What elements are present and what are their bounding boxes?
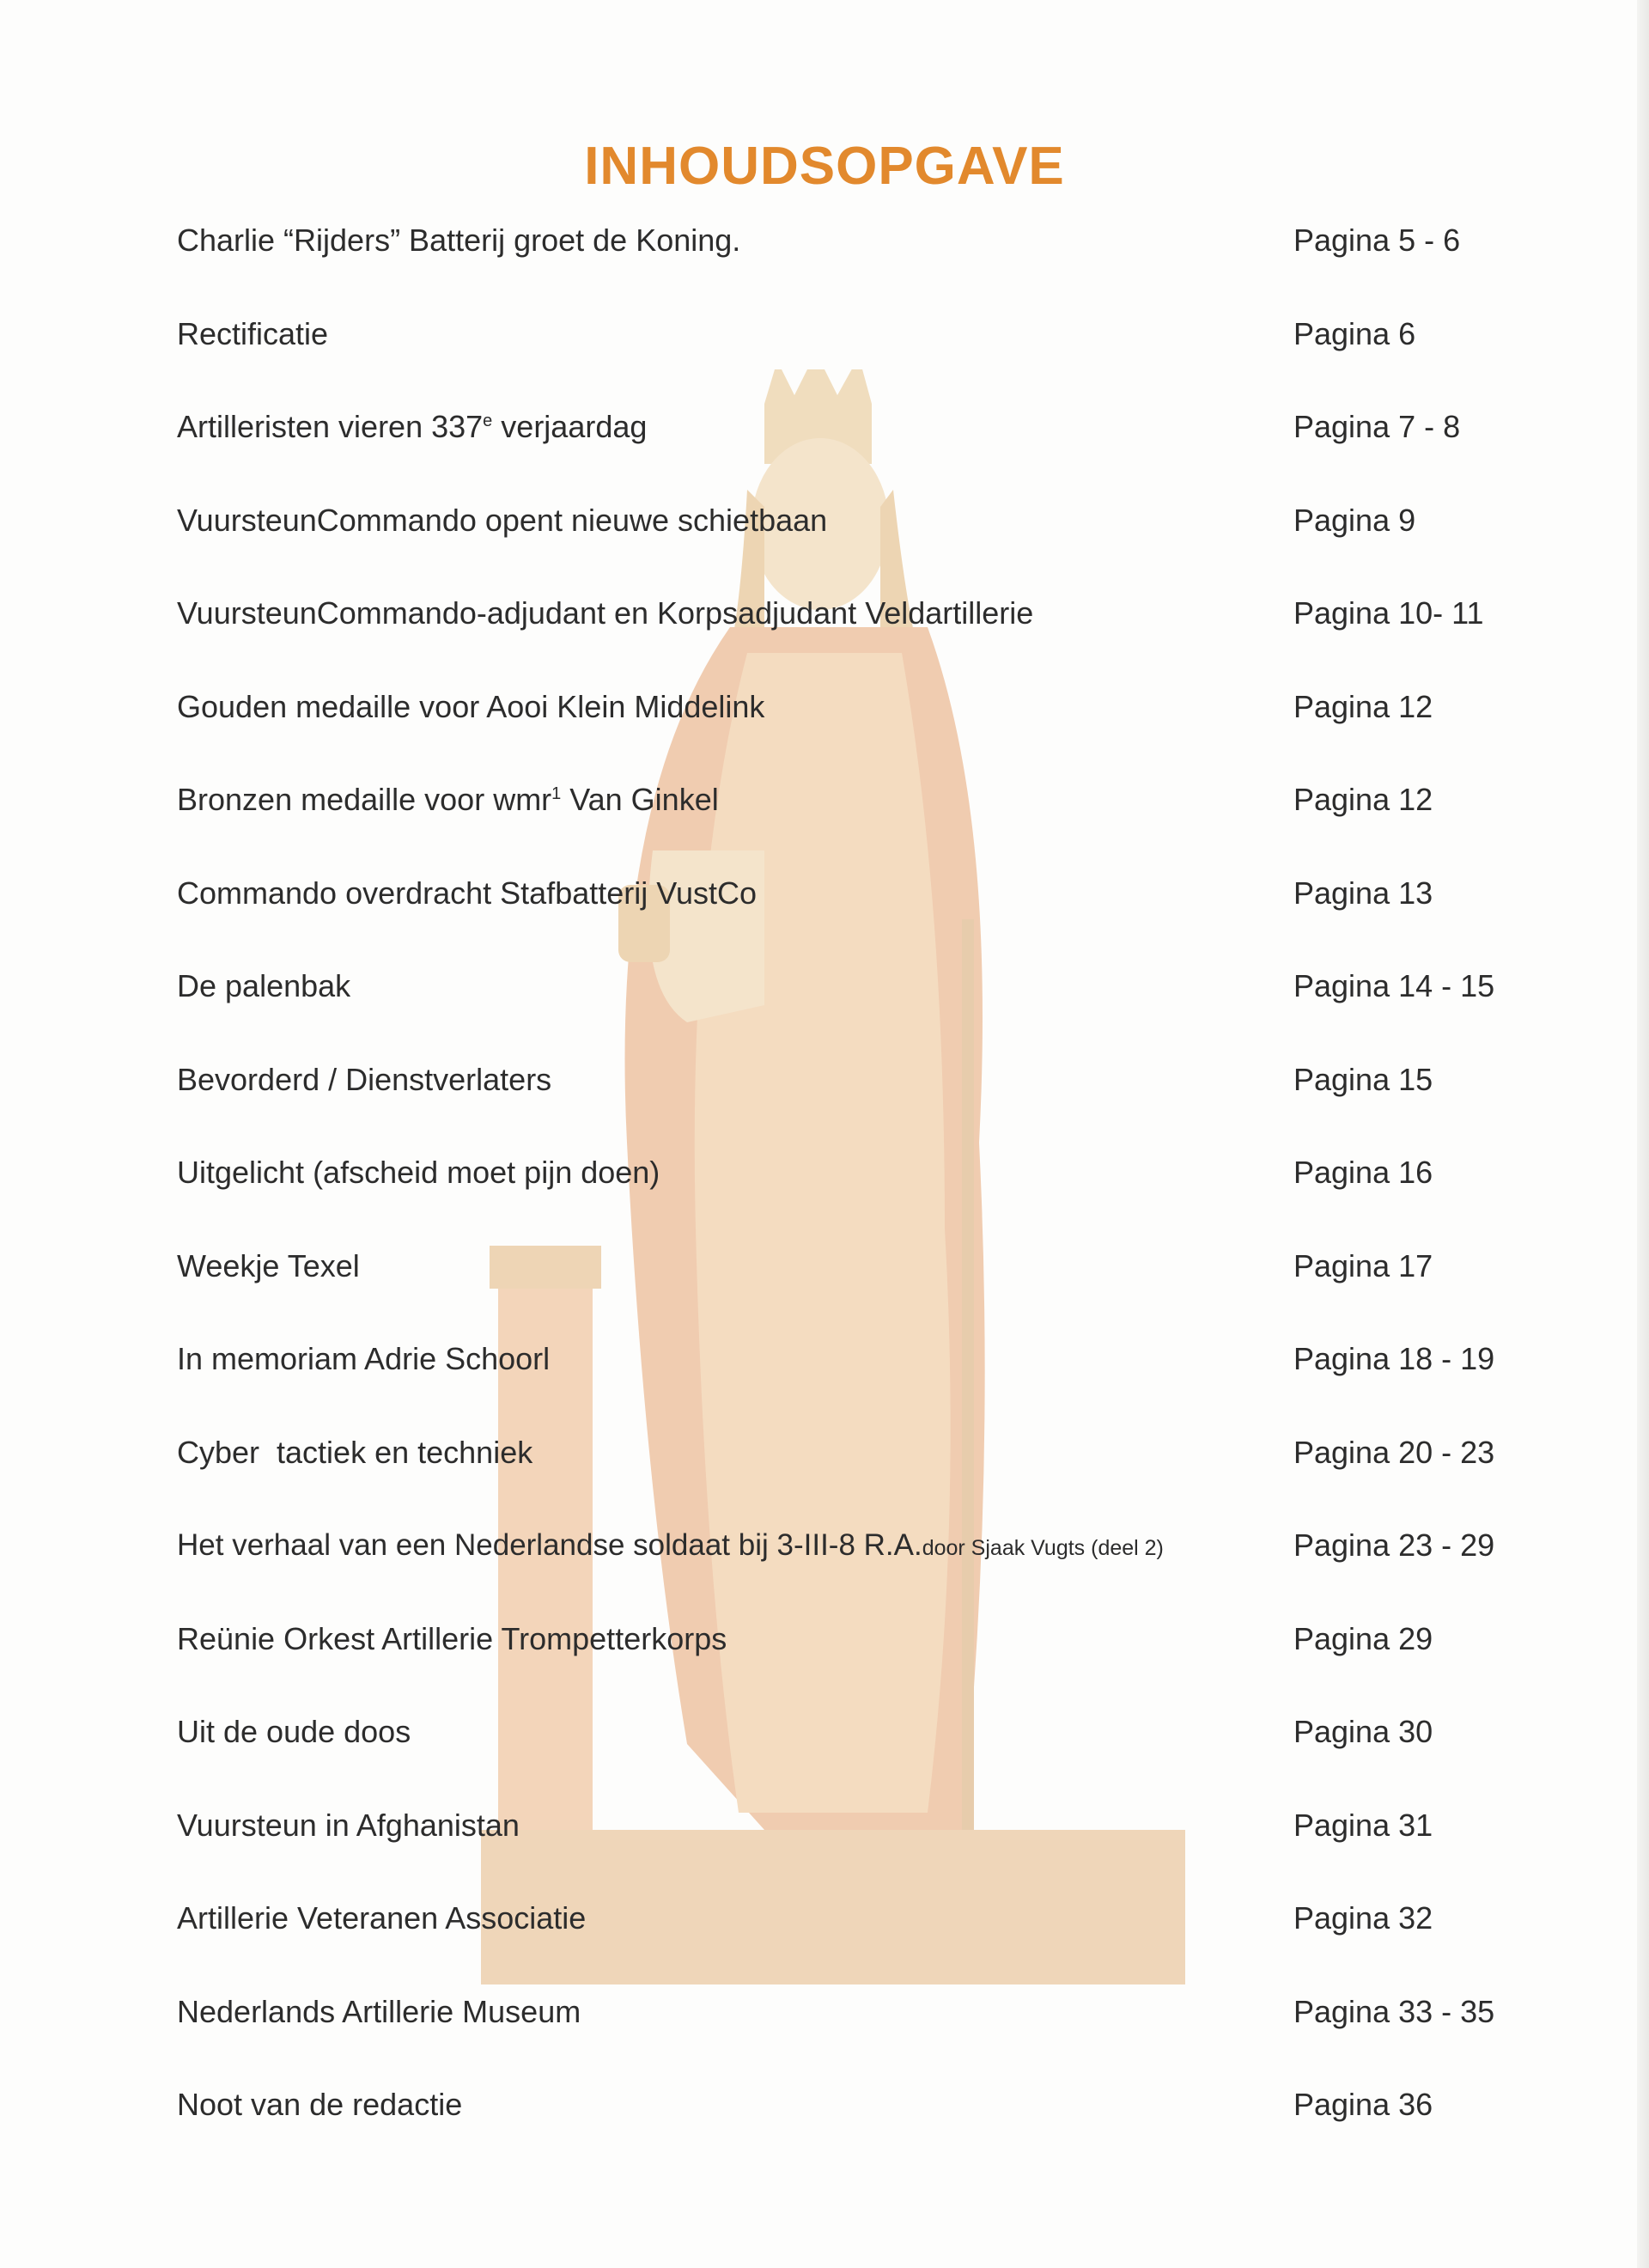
toc-entry-page: Pagina 20 - 23 — [1293, 1435, 1495, 1470]
toc-entry — [0, 1800, 1649, 1851]
toc-entry — [0, 308, 1649, 360]
toc-entry-title: In memoriam Adrie Schoorl — [177, 1341, 551, 1376]
toc-entry-page: Pagina 23 - 29 — [1293, 1527, 1495, 1563]
toc-entry — [0, 1520, 1649, 1571]
toc-entry — [0, 1147, 1649, 1198]
toc-entry-author: door Sjaak Vugts (deel 2) — [922, 1536, 1164, 1560]
toc-entry-page: Pagina 36 — [1293, 2087, 1433, 2122]
toc-entry-page: Pagina 17 — [1293, 1248, 1433, 1283]
toc-entry — [0, 1986, 1649, 2038]
toc-entry — [0, 215, 1649, 266]
toc-entry-page: Pagina 9 — [1293, 503, 1416, 538]
toc-entry-title: Bevorderd / Dienstverlaters — [177, 1062, 552, 1097]
toc-entry-page: Pagina 18 - 19 — [1293, 1341, 1495, 1376]
page-edge — [1637, 0, 1649, 2268]
toc-entry-page: Pagina 16 — [1293, 1155, 1433, 1190]
toc-entry-title: Commando overdracht Stafbatterij VustCo — [177, 875, 757, 911]
toc-entry-title: Rectificatie — [177, 316, 329, 351]
toc-entry — [0, 401, 1649, 453]
toc-entry — [0, 1613, 1649, 1665]
toc-entry-page: Pagina 32 — [1293, 1900, 1433, 1936]
toc-entry-title: De palenbak — [177, 968, 351, 1003]
toc-entry — [0, 1241, 1649, 1292]
toc-entry-page: Pagina 5 - 6 — [1293, 223, 1461, 258]
toc-entry — [0, 1333, 1649, 1385]
toc-entry-page: Pagina 33 - 35 — [1293, 1994, 1495, 2029]
toc-entry-page: Pagina 15 — [1293, 1062, 1433, 1097]
toc-entry-title — [177, 1520, 1164, 1574]
toc-entry-page: Pagina 30 — [1293, 1714, 1433, 1749]
toc-entry-title: Nederlands Artillerie Museum — [177, 1994, 581, 2029]
toc-entry-page: Pagina 12 — [1293, 782, 1433, 817]
toc-entry-title: Reünie Orkest Artillerie Trompetterkorps — [177, 1621, 727, 1656]
toc-entry — [0, 1706, 1649, 1758]
toc-entry-title-part: verjaardag — [492, 409, 648, 444]
toc-entry-title-part: Het verhaal van een Nederlandse soldaat bij 3-III-8 R.A. — [177, 1528, 922, 1562]
toc-entry — [0, 774, 1649, 826]
page-title: INHOUDSOPGAVE — [584, 137, 1065, 196]
toc-entry-title-part: Van Ginkel — [561, 782, 719, 817]
toc-entry-title: VuursteunCommando-adjudant en Korpsadjudant Veldartillerie — [177, 595, 1034, 631]
toc-entry — [0, 960, 1649, 1012]
toc-entry — [0, 681, 1649, 733]
toc-entry-page: Pagina 31 — [1293, 1808, 1433, 1843]
toc-entry-title: Weekje Texel — [177, 1248, 360, 1283]
toc-entry-page: Pagina 14 - 15 — [1293, 968, 1495, 1003]
toc-entry — [0, 868, 1649, 919]
toc-entry — [0, 495, 1649, 546]
toc-entry-page: Pagina 7 - 8 — [1293, 409, 1461, 444]
toc-entry-page: Pagina 29 — [1293, 1621, 1433, 1656]
toc-entry-title: Vuursteun in Afghanistan — [177, 1808, 520, 1843]
toc-entry-title: Uitgelicht (afscheid moet pijn doen) — [177, 1155, 660, 1190]
toc-entry-page: Pagina 6 — [1293, 316, 1416, 351]
toc-entry-title: Uit de oude doos — [177, 1714, 411, 1749]
toc-entry — [0, 1054, 1649, 1106]
toc-entry-page: Pagina 13 — [1293, 875, 1433, 911]
toc-entry-title: VuursteunCommando opent nieuwe schietbaan — [177, 503, 828, 538]
toc-entry — [0, 588, 1649, 639]
superscript: 1 — [551, 784, 562, 803]
toc-entry-page: Pagina 12 — [1293, 689, 1433, 724]
toc-entry-title-part: Bronzen medaille voor wmr — [177, 782, 552, 817]
toc-entry-title — [177, 401, 647, 453]
toc-entry-title: Artillerie Veteranen Associatie — [177, 1900, 587, 1936]
toc-entry-title: Cyber tactiek en techniek — [177, 1435, 533, 1470]
toc-entry-title: Noot van de redactie — [177, 2087, 463, 2122]
toc-entry-title — [177, 774, 719, 826]
toc-entry — [0, 1427, 1649, 1478]
toc-entry-title: Gouden medaille voor Aooi Klein Middelink — [177, 689, 765, 724]
toc-entry — [0, 2079, 1649, 2131]
superscript: e — [483, 412, 493, 430]
toc-entry-page: Pagina 10- 11 — [1293, 595, 1484, 631]
toc-entry — [0, 1893, 1649, 1944]
toc-entry-title: Charlie “Rijders” Batterij groet de Koning. — [177, 223, 741, 258]
toc-entry-title-part: Artilleristen vieren 337 — [177, 409, 484, 444]
